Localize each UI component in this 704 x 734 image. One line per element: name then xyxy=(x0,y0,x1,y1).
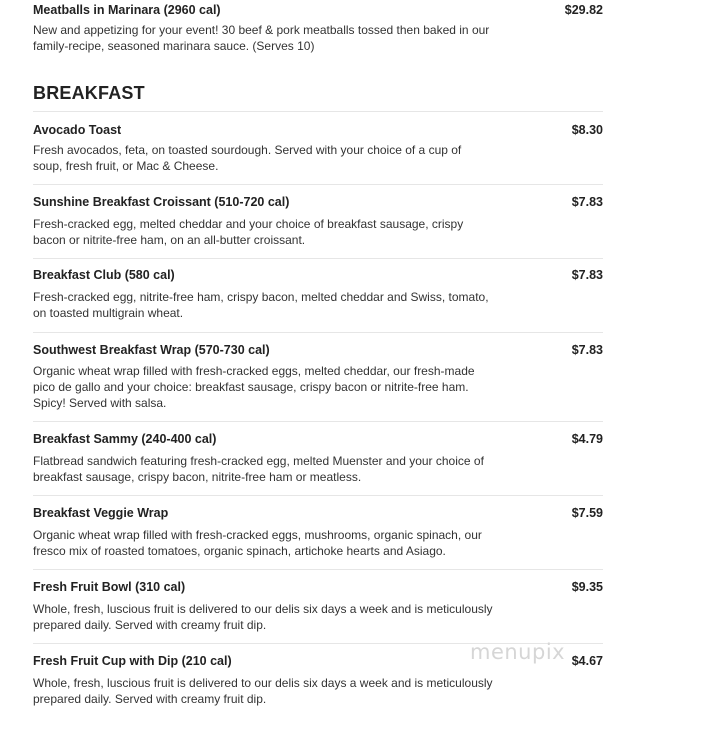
menu-item-sunshine-croissant xyxy=(33,185,603,248)
menu-item-breakfast-sammy xyxy=(33,422,603,485)
item-description: Fresh-cracked egg, melted cheddar and your choice of breakfast sausage, crispy bacon or nitrite-free ham, on an all-butter croissant. xyxy=(33,217,464,247)
item-name: Southwest Breakfast Wrap (570-730 cal) xyxy=(33,343,270,357)
menu-item-breakfast-club xyxy=(33,259,603,321)
section-title-breakfast: BREAKFAST xyxy=(33,83,145,103)
item-price: $8.30 xyxy=(571,123,603,137)
item-name: Fresh Fruit Bowl (310 cal) xyxy=(33,580,186,594)
item-name: Avocado Toast xyxy=(33,123,122,137)
item-name: Meatballs in Marinara (2960 cal) xyxy=(33,3,221,17)
item-price: $29.82 xyxy=(564,3,603,17)
item-price: $7.83 xyxy=(571,343,603,357)
menu-item-fruit-bowl xyxy=(33,570,603,633)
item-price: $4.67 xyxy=(571,654,603,668)
item-description: New and appetizing for your event! 30 beef & pork meatballs tossed then baked in our family-recipe, seasoned marinara sauce. (Serves 10) xyxy=(33,23,490,53)
item-description: Fresh-cracked egg, nitrite-free ham, crispy bacon, melted cheddar and Swiss, tomato, on toasted multigrain wheat. xyxy=(33,290,489,320)
watermark-logo: menupix xyxy=(470,640,566,664)
item-name: Breakfast Club (580 cal) xyxy=(33,268,175,282)
menu-item-avocado-toast xyxy=(33,112,603,174)
menu-item-veggie-wrap xyxy=(33,496,603,559)
item-price: $7.83 xyxy=(571,268,603,282)
item-name: Fresh Fruit Cup with Dip (210 cal) xyxy=(33,654,232,668)
item-description: Organic wheat wrap filled with fresh-cracked eggs, mushrooms, organic spinach, our fresco mix of roasted tomatoes, organic spinach, artichoke hearts and Asiago. xyxy=(33,528,482,558)
item-name: Breakfast Sammy (240-400 cal) xyxy=(33,432,217,446)
menu-page xyxy=(33,0,603,707)
item-price: $7.59 xyxy=(571,506,603,520)
item-price: $7.83 xyxy=(571,195,603,209)
item-price: $9.35 xyxy=(571,580,603,594)
item-price: $4.79 xyxy=(571,432,603,446)
item-description: Fresh avocados, feta, on toasted sourdough. Served with your choice of a cup of soup, fresh fruit, or Mac & Cheese. xyxy=(33,143,462,173)
menu-item-meatballs xyxy=(33,2,603,54)
menu-item-southwest-wrap xyxy=(33,333,603,411)
item-description: Organic wheat wrap filled with fresh-cracked eggs, melted cheddar, our fresh-made pico de gallo and your choice: breakfast sausage, crispy bacon or nitrite-free ham. Spicy! Served with salsa. xyxy=(33,364,475,410)
item-description: Whole, fresh, luscious fruit is delivered to our delis six days a week and is meticulously prepared daily. Served with creamy fruit dip. xyxy=(33,602,493,632)
item-description: Whole, fresh, luscious fruit is delivered to our delis six days a week and is meticulously prepared daily. Served with creamy fruit dip. xyxy=(33,676,493,706)
item-description: Flatbread sandwich featuring fresh-cracked egg, melted Muenster and your choice of breakfast sausage, crispy bacon, nitrite-free ham or meatless. xyxy=(33,454,484,484)
item-name: Breakfast Veggie Wrap xyxy=(33,506,169,520)
item-name: Sunshine Breakfast Croissant (510-720 cal) xyxy=(33,195,290,209)
